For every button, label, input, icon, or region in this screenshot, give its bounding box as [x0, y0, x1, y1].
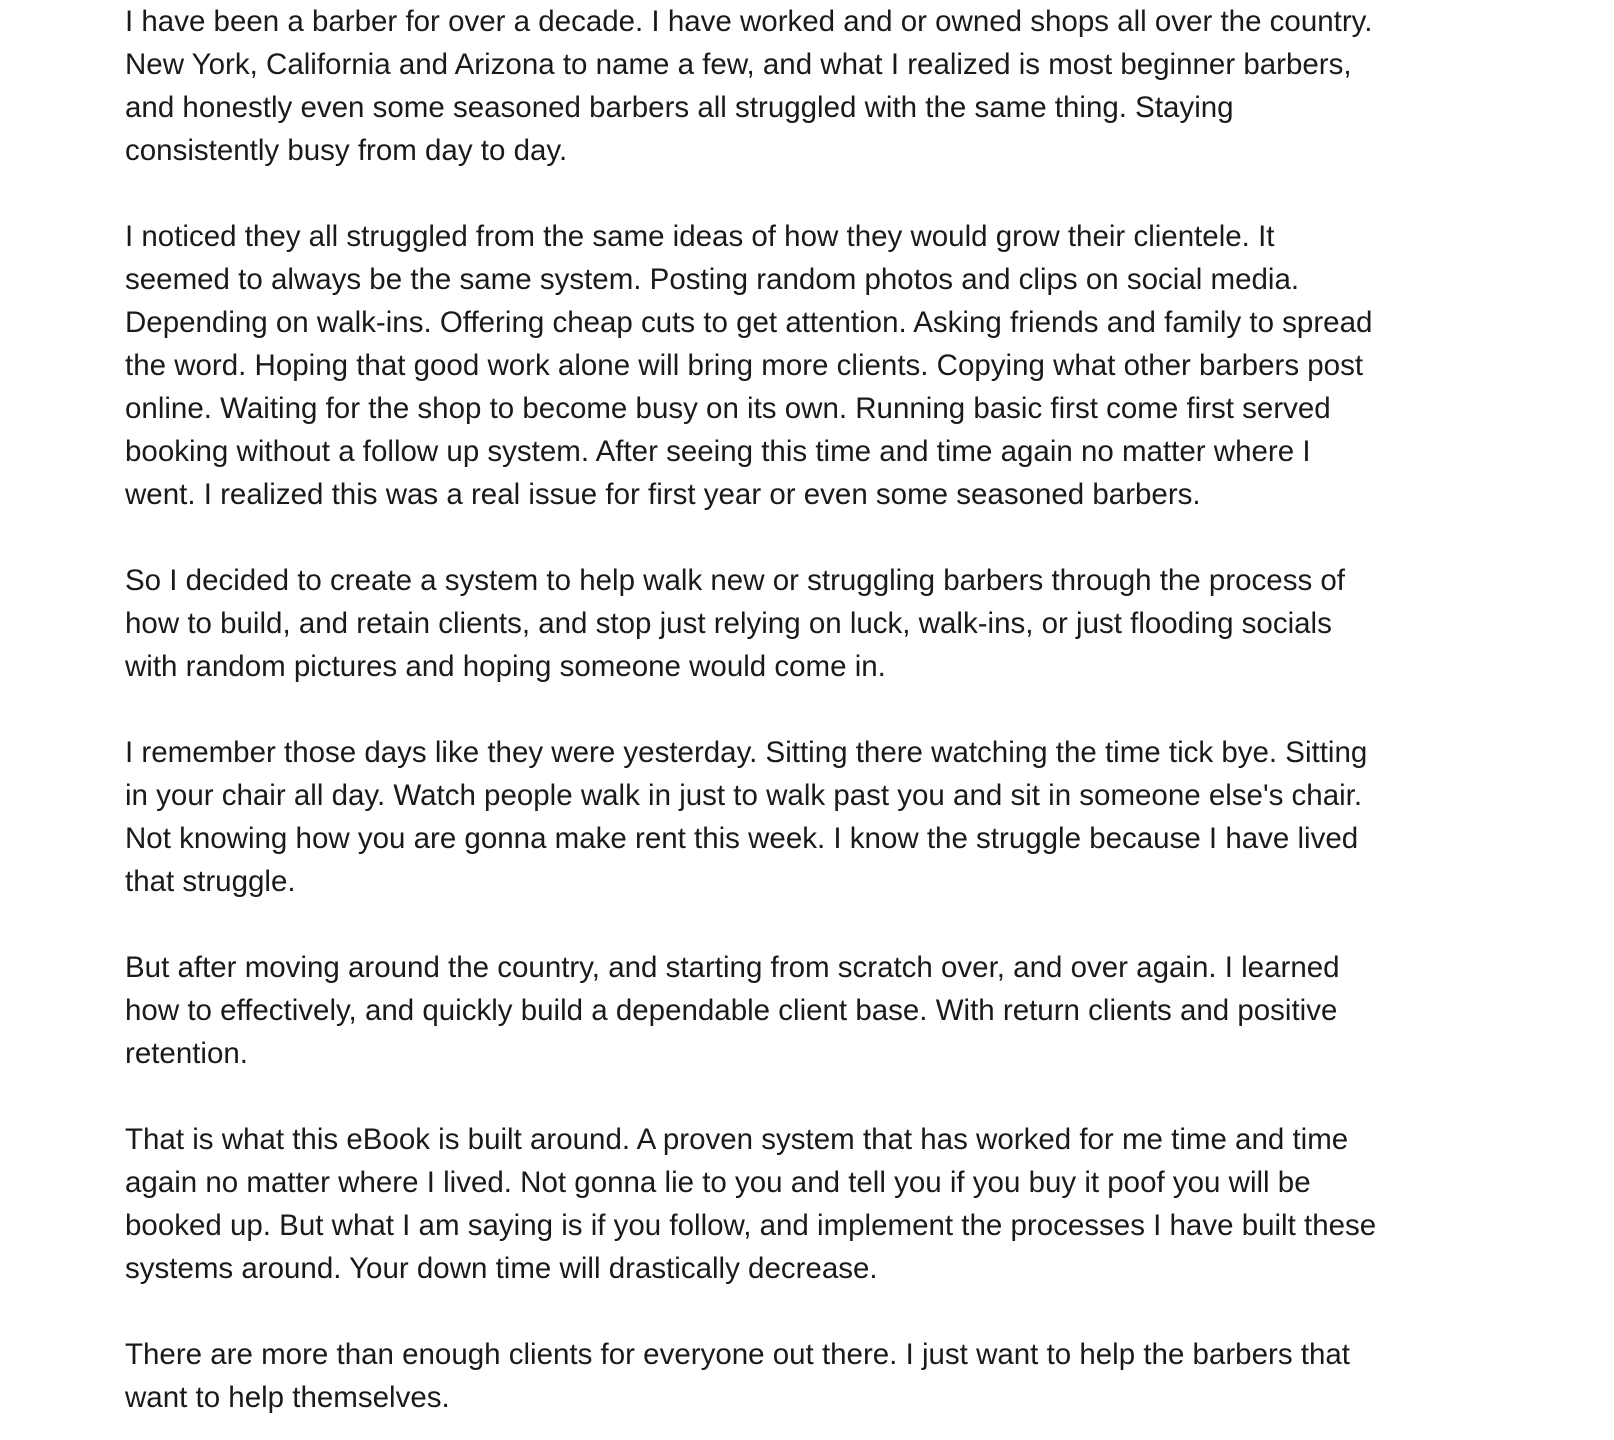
paragraph-system: So I decided to create a system to help walk new or struggling barbers through the process of how to build, and retain clients, and stop just relying on luck, walk-ins, or just flooding socials with random pictures and hoping someone would come in.: [125, 564, 1346, 683]
paragraph-struggles: I noticed they all struggled from the same ideas of how they would grow their clientele. It seemed to always be the same system. Posting random photos and clips on social media. Depending on walk-ins. Offering cheap cuts to get attention. Asking friends and family to spread the word. Hoping that good work alone will bring more clients. Copying what other barbers post online. Waiting for the shop to become busy on its own. Running basic first come first served booking without a follow up system. After seeing this time and time again no matter where I went. I realized this was a real issue for first year or even some seasoned barbers.: [125, 220, 1373, 511]
paragraph-ebook: That is what this eBook is built around. A proven system that has worked for me time and time again no matter where I lived. Not gonna lie to you and tell you if you buy it poof you will be booked up. But what I am saying is if you follow, and implement the processes I have built these systems around. Your down time will drastically decrease.: [125, 1123, 1377, 1285]
document-body: [125, 0, 1525, 1419]
paragraph-memories: I remember those days like they were yesterday. Sitting there watching the time tick bye. Sitting in your chair all day. Watch people walk in just to walk past you and sit in someone else's chair. Not knowing how you are gonna make rent this week. I know the struggle because I have lived that struggle.: [125, 736, 1368, 898]
paragraph-closing: There are more than enough clients for everyone out there. I just want to help the barbers that want to help themselves.: [125, 1338, 1350, 1414]
paragraph-learned: But after moving around the country, and starting from scratch over, and over again. I learned how to effectively, and quickly build a dependable client base. With return clients and positive retention.: [125, 951, 1340, 1070]
paragraph-intro: I have been a barber for over a decade. I have worked and or owned shops all over the country. New York, California and Arizona to name a few, and what I realized is most beginner barbers, and honestly even some seasoned barbers all struggled with the same thing. Staying consistently busy from day to day.: [125, 5, 1373, 167]
